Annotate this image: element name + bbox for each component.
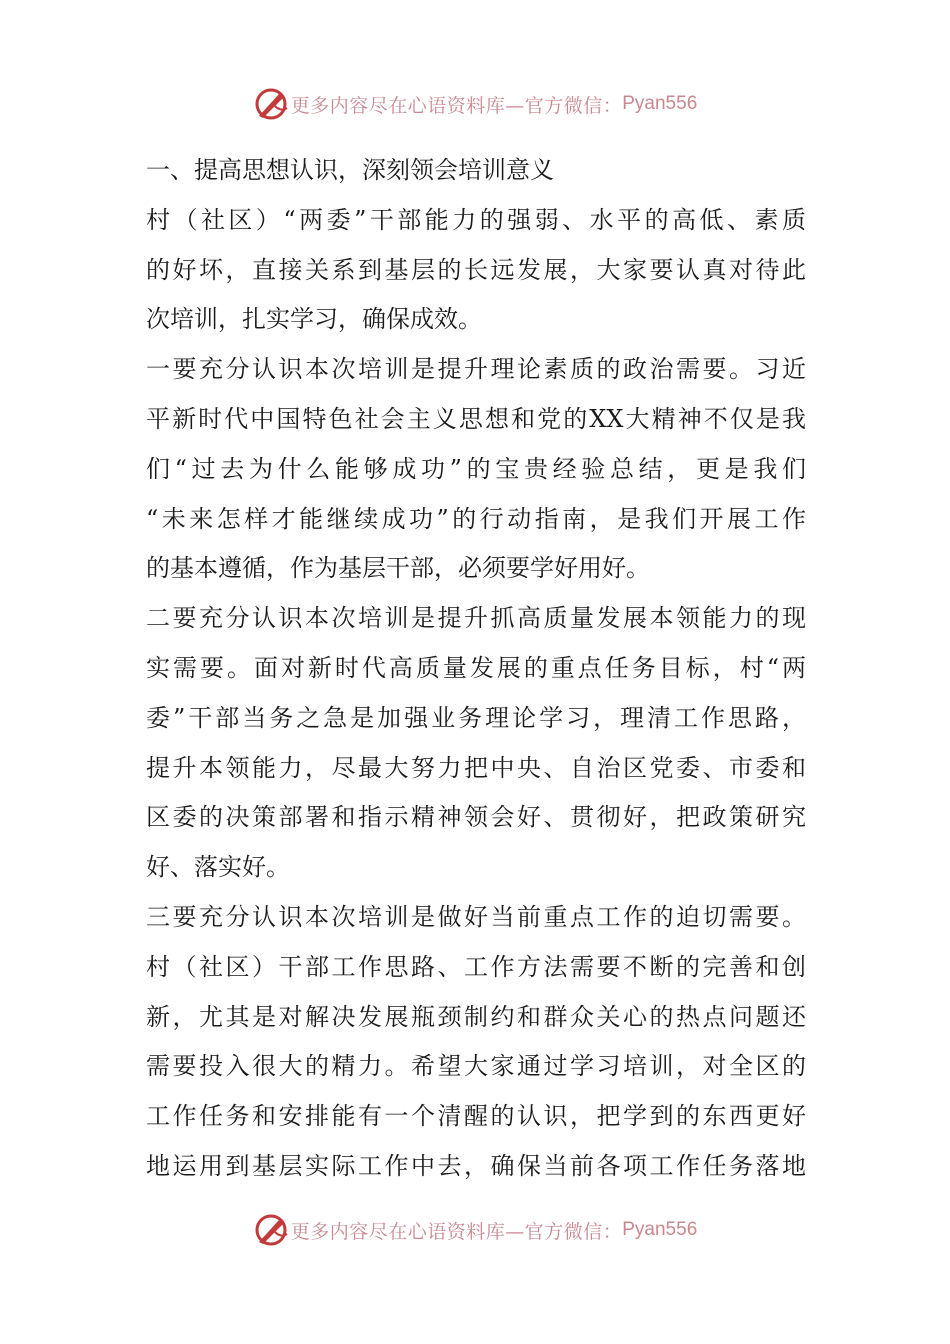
pen-in-circle-logo-icon [253,86,289,122]
paragraph-line: 新，尤其是对解决发展瓶颈制约和群众关心的热点问题还 [146,1002,806,1031]
paragraph-point-two [146,594,806,893]
paragraph-line: 村（社区）“两委”干部能力的强弱、水平的高低、素质 [146,205,806,234]
paragraph-line: 的好坏，直接关系到基层的长远发展，大家要认真对待此 [146,255,806,284]
paragraph-line: 提升本领能力，尽最大努力把中央、自治区党委、市委和 [146,753,806,782]
document-body [146,146,806,1192]
paragraph-intro [146,196,806,345]
paragraph-line: 次培训，扎实学习，确保成效。 [146,305,482,334]
paragraph-line: 们“过去为什么能够成功”的宝贵经验总结，更是我们 [146,454,806,483]
paragraph-line: 工作任务和安排能有一个清醒的认识，把学到的东西更好 [146,1102,806,1131]
paragraph-line: “未来怎样才能继续成功”的行动指南，是我们开展工作 [146,504,806,533]
banner-wechat-handle: Pyan556 [622,1219,698,1240]
paragraph-line: 委”干部当务之急是加强业务理论学习，理清工作思路， [146,703,806,732]
paragraph-line: 二要充分认识本次培训是提升抓高质量发展本领能力的现 [146,604,806,633]
paragraph-line: 实需要。面对新时代高质量发展的重点任务目标，村“两 [146,653,806,682]
paragraph-line: 村（社区）干部工作思路、工作方法需要不断的完善和创 [146,952,806,981]
paragraph-line: 一要充分认识本次培训是提升理论素质的政治需要。习近 [146,355,806,384]
paragraph-line: 三要充分认识本次培训是做好当前重点工作的迫切需要。 [146,902,806,931]
paragraph-line: 好、落实好。 [146,853,290,882]
paragraph-line: 的基本遵循，作为基层干部，必须要学好用好。 [146,554,650,583]
banner-wechat-handle: Pyan556 [622,93,698,114]
paragraph-line: 地运用到基层实际工作中去，确保当前各项工作任务落地 [146,1151,806,1180]
paragraph-point-three [146,893,806,1192]
paragraph-point-one [146,345,806,594]
banner-brand-text: 更多内容尽在心语资料库—官方微信： [290,94,623,117]
paragraph-line: 区委的决策部署和指示精神领会好、贯彻好，把政策研究 [146,803,806,832]
paragraph-line: 平新时代中国特色社会主义思想和党的XX大精神不仅是我 [146,404,806,433]
footer-banner [0,1208,950,1252]
paragraph-line: 需要投入很大的精力。希望大家通过学习培训，对全区的 [146,1052,806,1081]
banner-brand-text: 更多内容尽在心语资料库—官方微信： [290,1220,623,1243]
section-heading: 一、提高思想认识，深刻领会培训意义 [146,156,554,184]
header-banner [0,82,950,126]
pen-in-circle-logo-icon [253,1212,289,1248]
